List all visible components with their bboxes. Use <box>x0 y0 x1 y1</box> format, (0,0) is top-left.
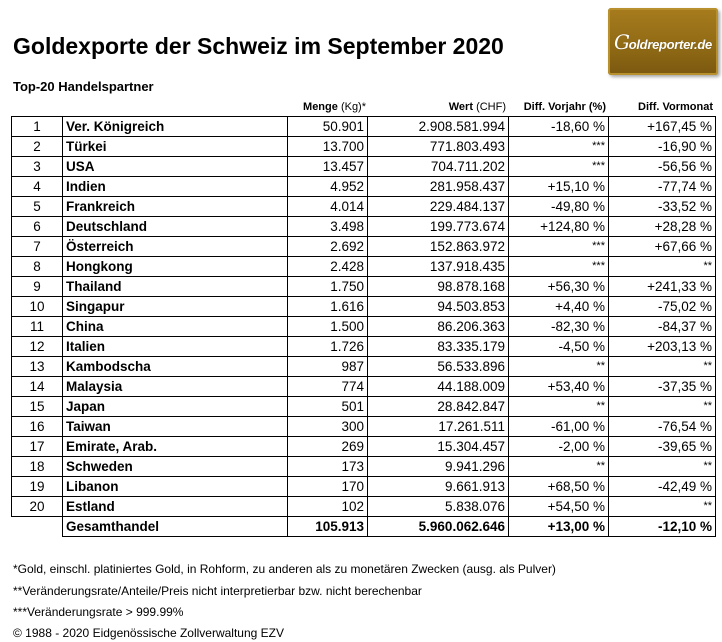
menge-cell: 1.726 <box>288 337 368 357</box>
menge-cell: 2.428 <box>288 257 368 277</box>
rank-cell: 10 <box>12 297 63 317</box>
menge-cell: 13.457 <box>288 157 368 177</box>
rank-cell: 5 <box>12 197 63 217</box>
header-vorjahr: Diff. Vorjahr (%) <box>523 101 606 113</box>
wert-cell: 5.838.076 <box>368 497 509 517</box>
vormonat-cell: ** <box>609 357 716 377</box>
country-cell: Taiwan <box>63 417 288 437</box>
table-row <box>12 197 716 217</box>
wert-cell: 199.773.674 <box>368 217 509 237</box>
rank-cell: 7 <box>12 237 63 257</box>
vorjahr-cell: *** <box>509 157 609 177</box>
header-wert: Wert (CHF) <box>448 101 506 113</box>
wert-cell: 28.842.847 <box>368 397 509 417</box>
vormonat-cell: -77,74 % <box>609 177 716 197</box>
vormonat-cell: ** <box>609 397 716 417</box>
table-row <box>12 417 716 437</box>
country-cell: Frankreich <box>63 197 288 217</box>
vormonat-cell: +203,13 % <box>609 337 716 357</box>
menge-cell: 987 <box>288 357 368 377</box>
menge-cell: 2.692 <box>288 237 368 257</box>
vormonat-cell: +67,66 % <box>609 237 716 257</box>
menge-cell: 269 <box>288 437 368 457</box>
vorjahr-cell: +56,30 % <box>509 277 609 297</box>
vorjahr-cell: -49,80 % <box>509 197 609 217</box>
vorjahr-cell: +4,40 % <box>509 297 609 317</box>
vormonat-cell: +28,28 % <box>609 217 716 237</box>
menge-cell: 1.500 <box>288 317 368 337</box>
wert-cell: 83.335.179 <box>368 337 509 357</box>
vorjahr-cell: +54,50 % <box>509 497 609 517</box>
menge-cell: 173 <box>288 457 368 477</box>
vorjahr-cell: -4,50 % <box>509 337 609 357</box>
table-row <box>12 137 716 157</box>
table-row <box>12 437 716 457</box>
table-row <box>12 457 716 477</box>
vorjahr-cell: +53,40 % <box>509 377 609 397</box>
page-title: Goldexporte der Schweiz im September 2020 <box>13 33 504 59</box>
country-cell: Ver. Königreich <box>63 117 288 137</box>
table-row <box>12 317 716 337</box>
rank-cell: 16 <box>12 417 63 437</box>
wert-cell: 98.878.168 <box>368 277 509 297</box>
rank-cell: 20 <box>12 497 63 517</box>
vorjahr-cell: -61,00 % <box>509 417 609 437</box>
table-row <box>12 477 716 497</box>
table-row <box>12 157 716 177</box>
rank-cell: 3 <box>12 157 63 177</box>
footnote-2: **Veränderungsrate/Anteile/Preis nicht interpretierbar bzw. nicht berechenbar <box>13 584 422 598</box>
vormonat-cell: -39,65 % <box>609 437 716 457</box>
rank-cell: 14 <box>12 377 63 397</box>
country-cell: Emirate, Arab. <box>63 437 288 457</box>
vormonat-cell: -56,56 % <box>609 157 716 177</box>
wert-cell: 2.908.581.994 <box>368 117 509 137</box>
country-cell: Türkei <box>63 137 288 157</box>
table-row <box>12 397 716 417</box>
country-cell: Österreich <box>63 237 288 257</box>
vormonat-cell: ** <box>609 497 716 517</box>
export-table <box>11 116 716 537</box>
country-cell: Italien <box>63 337 288 357</box>
menge-cell: 13.700 <box>288 137 368 157</box>
goldreporter-logo[interactable] <box>608 8 718 75</box>
menge-cell: 1.750 <box>288 277 368 297</box>
total-row <box>12 517 716 537</box>
vormonat-cell: ** <box>609 457 716 477</box>
wert-cell: 137.918.435 <box>368 257 509 277</box>
vorjahr-cell: -2,00 % <box>509 437 609 457</box>
menge-cell: 50.901 <box>288 117 368 137</box>
rank-cell: 15 <box>12 397 63 417</box>
menge-cell: 501 <box>288 397 368 417</box>
table-row <box>12 297 716 317</box>
menge-cell: 170 <box>288 477 368 497</box>
menge-cell: 1.616 <box>288 297 368 317</box>
vorjahr-cell: -82,30 % <box>509 317 609 337</box>
empty-cell <box>12 517 63 537</box>
vormonat-cell: -42,49 % <box>609 477 716 497</box>
table-subtitle: Top-20 Handelspartner <box>13 79 154 94</box>
country-cell: USA <box>63 157 288 177</box>
table-row <box>12 257 716 277</box>
table-row <box>12 497 716 517</box>
table-row <box>12 357 716 377</box>
country-cell: Deutschland <box>63 217 288 237</box>
menge-cell: 300 <box>288 417 368 437</box>
logo-text: Goldreporter.de <box>614 29 712 54</box>
vormonat-cell: -84,37 % <box>609 317 716 337</box>
vorjahr-cell: +124,80 % <box>509 217 609 237</box>
rank-cell: 13 <box>12 357 63 377</box>
vormonat-cell: -37,35 % <box>609 377 716 397</box>
vorjahr-cell: +15,10 % <box>509 177 609 197</box>
footnote-1: *Gold, einschl. platiniertes Gold, in Rohform, zu anderen als zu monetären Zwecken (ausg. als Pulver) <box>13 562 556 576</box>
country-cell: Thailand <box>63 277 288 297</box>
country-cell: Singapur <box>63 297 288 317</box>
wert-cell: 15.304.457 <box>368 437 509 457</box>
copyright: © 1988 - 2020 Eidgenössische Zollverwaltung EZV <box>13 626 284 640</box>
wert-cell: 56.533.896 <box>368 357 509 377</box>
footnote-3: ***Veränderungsrate > 999.99% <box>13 605 184 619</box>
rank-cell: 12 <box>12 337 63 357</box>
menge-cell: 774 <box>288 377 368 397</box>
menge-cell: 4.952 <box>288 177 368 197</box>
table-row <box>12 217 716 237</box>
total-vormonat: -12,10 % <box>609 517 716 537</box>
wert-cell: 281.958.437 <box>368 177 509 197</box>
rank-cell: 19 <box>12 477 63 497</box>
country-cell: Schweden <box>63 457 288 477</box>
rank-cell: 1 <box>12 117 63 137</box>
vormonat-cell: +241,33 % <box>609 277 716 297</box>
wert-cell: 771.803.493 <box>368 137 509 157</box>
country-cell: Malaysia <box>63 377 288 397</box>
vorjahr-cell: *** <box>509 137 609 157</box>
header-menge: Menge (Kg)* <box>303 101 366 113</box>
vorjahr-cell: +68,50 % <box>509 477 609 497</box>
country-cell: Indien <box>63 177 288 197</box>
table-row <box>12 117 716 137</box>
rank-cell: 6 <box>12 217 63 237</box>
menge-cell: 4.014 <box>288 197 368 217</box>
country-cell: Libanon <box>63 477 288 497</box>
total-menge: 105.913 <box>288 517 368 537</box>
vorjahr-cell: -18,60 % <box>509 117 609 137</box>
menge-cell: 3.498 <box>288 217 368 237</box>
total-vorjahr: +13,00 % <box>509 517 609 537</box>
wert-cell: 152.863.972 <box>368 237 509 257</box>
total-label: Gesamthandel <box>63 517 288 537</box>
country-cell: Japan <box>63 397 288 417</box>
rank-cell: 18 <box>12 457 63 477</box>
wert-cell: 86.206.363 <box>368 317 509 337</box>
rank-cell: 11 <box>12 317 63 337</box>
vormonat-cell: ** <box>609 257 716 277</box>
rank-cell: 2 <box>12 137 63 157</box>
table-row <box>12 237 716 257</box>
table-row <box>12 377 716 397</box>
menge-cell: 102 <box>288 497 368 517</box>
vorjahr-cell: *** <box>509 257 609 277</box>
table-row <box>12 277 716 297</box>
vormonat-cell: +167,45 % <box>609 117 716 137</box>
country-cell: China <box>63 317 288 337</box>
vorjahr-cell: *** <box>509 237 609 257</box>
wert-cell: 9.941.296 <box>368 457 509 477</box>
country-cell: Hongkong <box>63 257 288 277</box>
wert-cell: 17.261.511 <box>368 417 509 437</box>
vorjahr-cell: ** <box>509 397 609 417</box>
wert-cell: 704.711.202 <box>368 157 509 177</box>
table-row <box>12 337 716 357</box>
total-wert: 5.960.062.646 <box>368 517 509 537</box>
vormonat-cell: -33,52 % <box>609 197 716 217</box>
country-cell: Kambodscha <box>63 357 288 377</box>
rank-cell: 9 <box>12 277 63 297</box>
table-row <box>12 177 716 197</box>
rank-cell: 17 <box>12 437 63 457</box>
vorjahr-cell: ** <box>509 457 609 477</box>
vormonat-cell: -16,90 % <box>609 137 716 157</box>
country-cell: Estland <box>63 497 288 517</box>
vormonat-cell: -76,54 % <box>609 417 716 437</box>
rank-cell: 4 <box>12 177 63 197</box>
rank-cell: 8 <box>12 257 63 277</box>
wert-cell: 229.484.137 <box>368 197 509 217</box>
header-vormonat: Diff. Vormonat <box>638 101 713 113</box>
vormonat-cell: -75,02 % <box>609 297 716 317</box>
vorjahr-cell: ** <box>509 357 609 377</box>
wert-cell: 44.188.009 <box>368 377 509 397</box>
wert-cell: 9.661.913 <box>368 477 509 497</box>
wert-cell: 94.503.853 <box>368 297 509 317</box>
